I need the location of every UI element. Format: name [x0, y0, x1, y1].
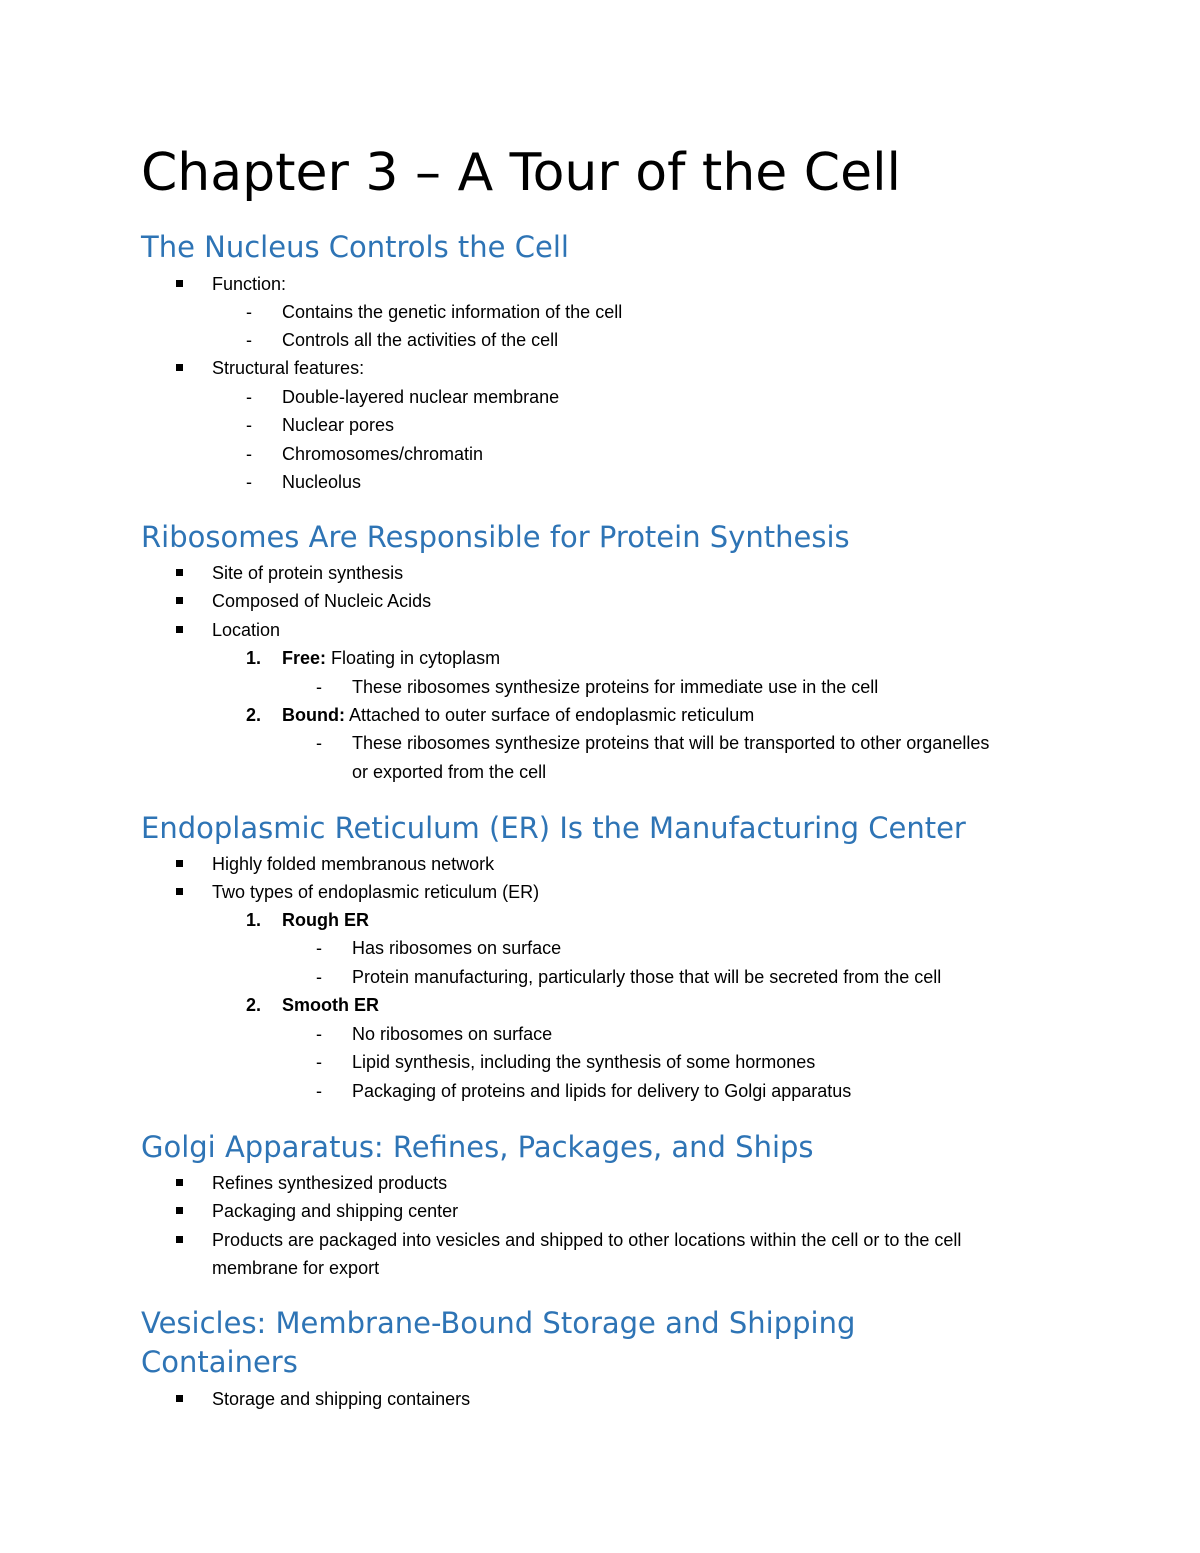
- dash-icon: -: [316, 967, 322, 987]
- section-heading-vesicles: Vesicles: Membrane-Bound Storage and Shipping: [141, 1306, 856, 1340]
- list-item: Location: [212, 620, 281, 640]
- dash-icon: -: [316, 1081, 322, 1101]
- list-item: Double-layered nuclear membrane: [282, 387, 560, 407]
- dash-icon: -: [246, 330, 252, 350]
- list-item: These ribosomes synthesize proteins for immediate use in the cell: [352, 677, 879, 697]
- item-text: Floating in cytoplasm: [326, 648, 501, 668]
- list-item: [282, 645, 500, 671]
- list-item: Refines synthesized products: [212, 1173, 448, 1193]
- list-item: Packaging of proteins and lipids for delivery to Golgi apparatus: [352, 1081, 852, 1101]
- list-item: Highly folded membranous network: [212, 854, 495, 874]
- dash-icon: -: [246, 444, 252, 464]
- list-item: Nucleolus: [282, 472, 362, 492]
- list-item: Storage and shipping containers: [212, 1389, 471, 1409]
- section-heading-golgi: Golgi Apparatus: Refines, Packages, and Ships: [141, 1130, 814, 1164]
- list-item: Site of protein synthesis: [212, 563, 404, 583]
- bullet-icon: [176, 280, 183, 287]
- dash-icon: -: [316, 733, 322, 753]
- list-item: Function:: [212, 274, 287, 294]
- bullet-icon: [176, 888, 183, 895]
- list-item: Lipid synthesis, including the synthesis of some hormones: [352, 1052, 816, 1072]
- bullet-icon: [176, 860, 183, 867]
- list-item: Composed of Nucleic Acids: [212, 591, 432, 611]
- item-label: Bound:: [282, 705, 345, 725]
- dash-icon: -: [316, 1052, 322, 1072]
- bullet-icon: [176, 597, 183, 604]
- dash-icon: -: [316, 938, 322, 958]
- section-heading-ribosomes: Ribosomes Are Responsible for Protein Synthesis: [141, 520, 850, 554]
- list-item: No ribosomes on surface: [352, 1024, 553, 1044]
- page-title: Chapter 3 – A Tour of the Cell: [141, 143, 901, 203]
- list-item: or exported from the cell: [352, 762, 547, 782]
- list-number: 2.: [246, 705, 262, 725]
- list-number: 1.: [246, 910, 262, 930]
- bullet-icon: [176, 1395, 183, 1402]
- dash-icon: -: [316, 1024, 322, 1044]
- list-item: Packaging and shipping center: [212, 1201, 459, 1221]
- bullet-icon: [176, 364, 183, 371]
- section-heading-vesicles-cont: Containers: [141, 1345, 298, 1379]
- dash-icon: -: [246, 472, 252, 492]
- section-heading-er: Endoplasmic Reticulum (ER) Is the Manufacturing Center: [141, 811, 966, 845]
- bullet-icon: [176, 1207, 183, 1214]
- list-item: membrane for export: [212, 1258, 380, 1278]
- list-item: Protein manufacturing, particularly those that will be secreted from the cell: [352, 967, 942, 987]
- list-item: Controls all the activities of the cell: [282, 330, 559, 350]
- bullet-icon: [176, 569, 183, 576]
- list-item: Chromosomes/chromatin: [282, 444, 484, 464]
- list-item: Two types of endoplasmic reticulum (ER): [212, 882, 540, 902]
- list-item: Contains the genetic information of the cell: [282, 302, 623, 322]
- list-number: 2.: [246, 995, 262, 1015]
- bullet-icon: [176, 1179, 183, 1186]
- dash-icon: -: [246, 387, 252, 407]
- section-heading-nucleus: The Nucleus Controls the Cell: [141, 230, 569, 264]
- bullet-icon: [176, 626, 183, 633]
- item-text: Attached to outer surface of endoplasmic reticulum: [344, 705, 755, 725]
- dash-icon: -: [246, 302, 252, 322]
- list-item: Structural features:: [212, 358, 365, 378]
- list-item: Nuclear pores: [282, 415, 395, 435]
- item-label: Free:: [282, 648, 327, 668]
- list-item: Rough ER: [282, 910, 369, 930]
- list-item: These ribosomes synthesize proteins that will be transported to other organelles: [352, 733, 990, 753]
- list-item: [282, 702, 754, 728]
- list-item: Smooth ER: [282, 995, 379, 1015]
- dash-icon: -: [246, 415, 252, 435]
- list-item: Products are packaged into vesicles and shipped to other locations within the cell or to the cell: [212, 1230, 962, 1250]
- list-number: 1.: [246, 648, 262, 668]
- dash-icon: -: [316, 677, 322, 697]
- bullet-icon: [176, 1236, 183, 1243]
- list-item: Has ribosomes on surface: [352, 938, 562, 958]
